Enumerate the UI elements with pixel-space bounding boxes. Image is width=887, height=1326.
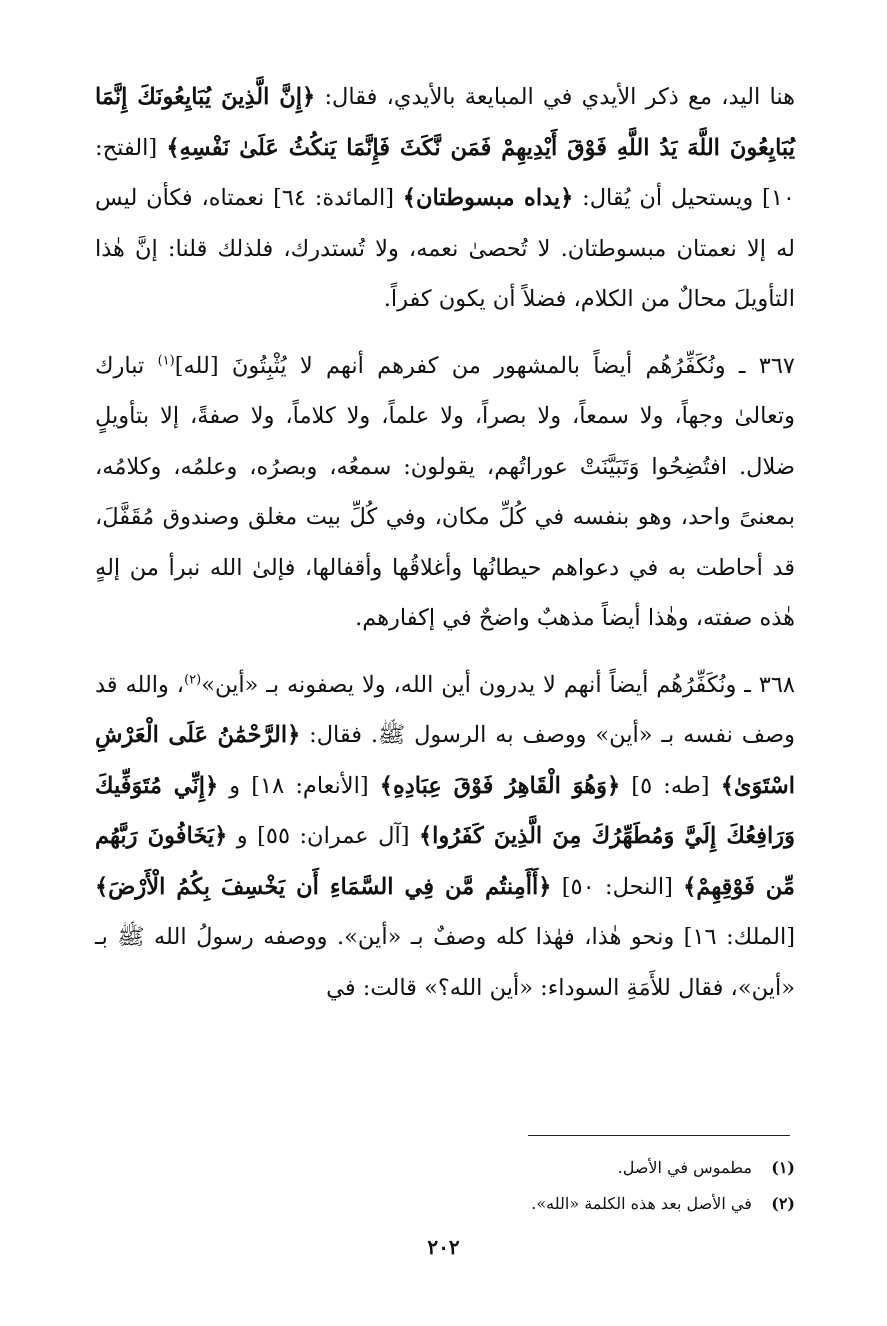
text-run: هنا اليد، مع ذكر الأيدي في المبايعة بالأيدي، فقال: <box>315 84 795 110</box>
text-run: [المائدة: ٦٤] نعمتاه، فكأن ليس له إلا نعمتان مبسوطتان. لا تُحصىٰ نعمه، ولا تُستدرك، فلذلك قلنا: إنَّ هٰذا التأويلَ محالٌ من الكلام، فضلاً أن يكون كفراً. <box>95 185 795 312</box>
text-run: تبارك وتعالىٰ وجهاً، ولا سمعاً، ولا بصراً، ولا علماً، ولا كلاماً، ولا صفةً، إلا بتأويلٍ ضلال. افتُضِحُوا وَتَبَيَّنَتْ عوراتُهم، يقولون: سمعُه، وبصرُه، وعلمُه، وكلامُه، بمعنىً واحد، وهو بنفسه في كُلِّ مكان، وفي كُلِّ بيت مغلق وصندوق مُقَفَّلَ، قد أحاطت به في دعواهم حيطانُها وأغلاقُها وأقفالها، فإلىٰ الله نبرأ من إلهٍ هٰذه صفته، وهٰذا أيضاً مذهبٌ واضحٌ في إكفارهم. <box>95 352 795 631</box>
footnote-2 <box>95 1186 795 1222</box>
quran-quote: ﴿إِنِّي مُتَوَفِّيكَ وَرَافِعُكَ إِلَيَّ وَمُطَهِّرُكَ مِنَ الَّذِينَ كَفَرُوا﴾ <box>95 772 795 849</box>
quran-quote: ﴿يداه مبسوطتان﴾ <box>402 185 574 211</box>
footnote-1 <box>95 1150 795 1186</box>
quran-quote: ﴿وَهُوَ الْقَاهِرُ فَوْقَ عِبَادِهِ﴾ <box>379 772 621 799</box>
footnote-text: في الأصل بعد هذه الكلمة «الله». <box>531 1194 752 1213</box>
footnote-separator <box>528 1135 790 1136</box>
paragraph-2 <box>95 341 795 644</box>
text-run: [طه: ٥] <box>620 772 721 799</box>
quran-quote: ﴿أَأَمِنتُم مَّن فِي السَّمَاءِ أَن يَخْسِفَ بِكُمُ الْأَرْضَ﴾ <box>95 873 552 900</box>
paragraph-1 <box>95 72 795 325</box>
footnote-text: مطموس في الأصل. <box>617 1158 752 1177</box>
text-run: [الملك: ١٦] ونحو هٰذا، فهٰذا كله وصفٌ بـ «أين». ووصفه رسولُ الله ﷺ بـ «أين»، فقال للأَمَةِ السوداء: «أين الله؟» قالت: في <box>95 924 795 1001</box>
paragraph-3 <box>95 660 795 1014</box>
quran-quote: ﴿الرَّحْمَٰنُ عَلَى الْعَرْشِ اسْتَوَىٰ﴾ <box>95 722 795 799</box>
text-run: [الفتح: ١٠] ويستحيل أن يُقال: <box>95 134 795 211</box>
text-run: [النحل: ٥٠] <box>551 873 684 900</box>
footnote-number: (٢) <box>771 1194 795 1213</box>
page-number: ٢٠٢ <box>427 1235 460 1259</box>
text-run: ٣٦٨ ـ ونُكَفِّرُهُم أيضاً أنهم لا يدرون أين الله، ولا يصفونه بـ «أين» <box>201 671 795 698</box>
footnotes <box>95 1150 795 1222</box>
text-run: ، والله قد وصف نفسه بـ «أين» ووصف به الرسول ﷺ. فقال: <box>95 671 795 748</box>
footnote-ref: (٢) <box>184 672 202 687</box>
footnote-number: (١) <box>771 1158 795 1177</box>
page-body <box>95 72 795 1013</box>
text-run: ٣٦٧ ـ ونُكَفِّرُهُم أيضاً بالمشهور من كفرهم أنهم لا يُثْبِتُونَ [لله] <box>174 352 795 379</box>
quran-quote: ﴿يَخَافُونَ رَبَّهُم مِّن فَوْقِهِمْ﴾ <box>95 823 795 900</box>
footnote-ref: (١) <box>157 353 175 368</box>
text-run: [الأنعام: ١٨] و <box>218 772 380 799</box>
quran-quote: ﴿إِنَّ الَّذِينَ يُبَايِعُونَكَ إِنَّمَا يُبَايِعُونَ اللَّهَ يَدُ اللَّهِ فَوْقَ أَيْدِيهِمْ فَمَن نَّكَثَ فَإِنَّمَا يَنكُثُ عَلَىٰ نَفْسِهِ﴾ <box>95 84 795 161</box>
text-run: [آل عمران: ٥٥] و <box>227 823 419 849</box>
